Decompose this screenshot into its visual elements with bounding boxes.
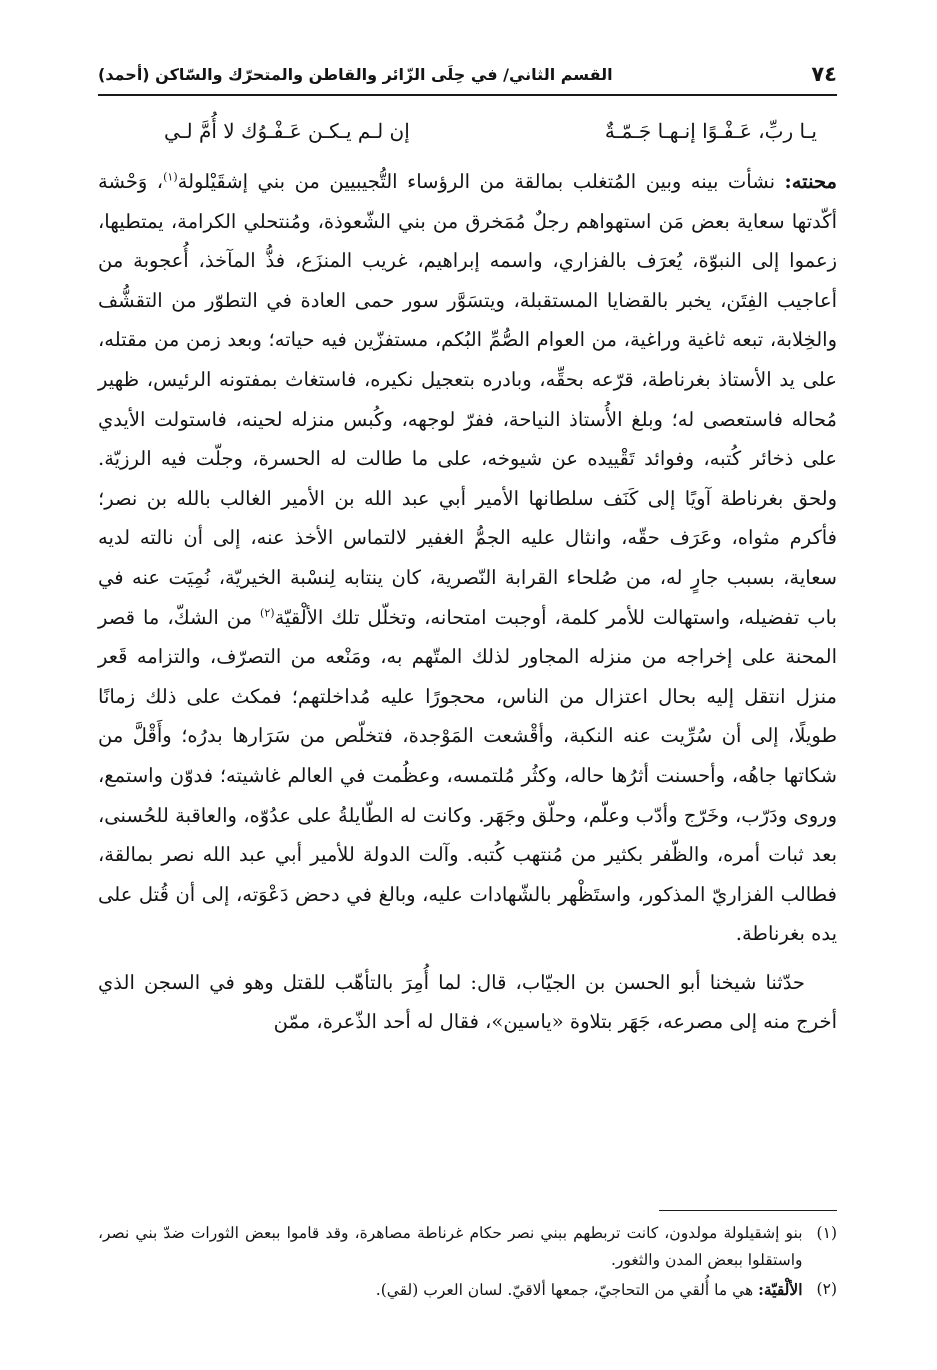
paragraph-text: نشأت بينه وبين المُتغلب بمالقة من الرؤساء التُّجيبيين من بني إشقَيْلولة — [177, 170, 785, 193]
paragraph: حدّثنا شيخنا أبو الحسن بن الجيّاب، قال: لما أُمِرَ بالتأهّب للقتل وهو في السجن الذي أخرج منه إلى مصرعه، جَهَر بتلاوة «ياسين»، فقال له أحد الذّعرة، ممّن — [98, 970, 837, 1034]
footnote-divider — [659, 1210, 837, 1211]
main-text — [98, 162, 837, 1042]
verse-second-hemistich: إن لـم يـكـن عَـفْـوُك لا أُمَّ لـي — [164, 119, 410, 143]
section-label: محنته: — [784, 170, 837, 193]
paragraph-text: ، وَحْشة أكّدتها سعاية بعض مَن استهواهم رجلٌ مُمَخرق من بني الشّعوذة، ومُنتحلي الكرامة، يمتطيها، زعموا إلى النبوّة، يُعرَف بالفزاري، واسمه إبراهيم، غريب المنزَع، فذُّ المآخذ، أُعجوبة من أعاجيب الفِتَن، يخبر بالقضايا المستقبلة، ويتسَوَّر سور حمى العادة في التطوّر من التقشُّف والخِلابة، تبعه ثاغية وراغية، من العوام الصُّمِّ البُكم، مستفزّين فيه حياته؛ وبعد زمن من مقتله، على يد الأستاذ بغرناطة، قرّعه بحقِّه، وبادره بتعجيل نكيره، فاستغاث بمفتونه الرئيس، ظهير مُحاله فاستعصى له؛ وبلغ الأُستاذ النياحة، ففرّ لوجهه، وكُبس منزله لحينه، فاستولت الأيدي على ذخائر كُتبه، وفوائد تَقْييده عن شيوخه، على ما طالت له الحسرة، وجلّت فيه الرزيّة. ولحق بغرناطة آويًا إلى كَنَف سلطانها الأمير أبي عبد الله بن الأمير الغالب بالله بن نصر؛ فأكرم مثواه، وعَرَف حقّه، وانثال عليه الجمُّ الغفير لالتماس الأخذ عنه، إلى أن نالته لديه سعاية، بسبب جارٍ له، من صُلحاء القرابة النّصرية، كان ينتابه لِنسْبة الخيريّة، نُمِيَت عنه في باب تفضيله، واستهالت للأمر كلمة، أوجبت امتحانه، وتخلّل تلك الألْقيّة — [98, 170, 837, 629]
poetry-verse — [164, 114, 817, 148]
footnote-text: بنو إشقيلولة مولدون، كانت تربطهم ببني نصر حكام غرناطة مصاهرة، وقد قاموا ببعض الثورات ضدّ بني نصر، واستقلوا ببعض المدن والثغور. — [98, 1224, 803, 1269]
footnote — [98, 1276, 837, 1304]
running-title: القسم الثاني/ في حِلَى الزّائر والقاطن والمتحرّك والسّاكن (أحمد) — [98, 64, 613, 84]
footnote-body — [98, 1276, 803, 1304]
footnote-number: (٢) — [816, 1280, 837, 1298]
footnote-term: الألْقيّة: — [758, 1280, 803, 1299]
page-number: ٧٤ — [811, 62, 837, 86]
footnote-text: هي ما أُلقي من التحاجيّ، جمعها ألاقيّ. لسان العرب (لقي). — [375, 1281, 759, 1299]
paragraph-text: من الشكّ، ما قصر المحنة على إخراجه من منزله المجاور لذلك المتّهم به، ومَنْعه من التصرّف، والتزامه قَعر منزل انتقل إليه بحال اعتزال من الناس، محجورًا عليه مُداخلتهم؛ فمكث على ذلك زمانًا طويلًا، إلى أن سُرِّيت عنه النكبة، وأقْشعت المَوْجدة، فتخلّص من سَرَارها بدرُه؛ وأَقْلَّ من شكاتها جاهُه، وأحسنت أثرُها حاله، وكثُر مُلتمسه، وعظُمت في العالم غاشيته؛ فدوّن واستمع، وروى ودَرّب، وخَرّج وأدّب وعلّم، وحلّق وجَهَر. وكانت له الطّايلةُ على عدُوّه، والعاقبة للحُسنى، بعد ثبات أمره، والظّفر بكثير من مُنتهب كُتبه. وآلت الدولة للأمير أبي عبد الله نصر بمالقة، فطالب الفزاريّ المذكور، واستَظْهر بالشّهادات عليه، وبالغ في دحض دَعْوَته، إلى أن قُتل على يده بغرناطة. — [98, 605, 837, 946]
page-header — [98, 62, 837, 96]
paragraph — [98, 162, 837, 954]
footnote-ref: (٢) — [260, 606, 275, 620]
footnote-number: (١) — [816, 1224, 837, 1242]
footnote — [98, 1220, 837, 1274]
footnote-ref: (١) — [163, 170, 178, 184]
footnotes — [98, 1220, 837, 1306]
verse-first-hemistich: يـا ربِّ، عَـفْـوًا إنـهـا جَـمّـةٌ — [604, 119, 817, 143]
